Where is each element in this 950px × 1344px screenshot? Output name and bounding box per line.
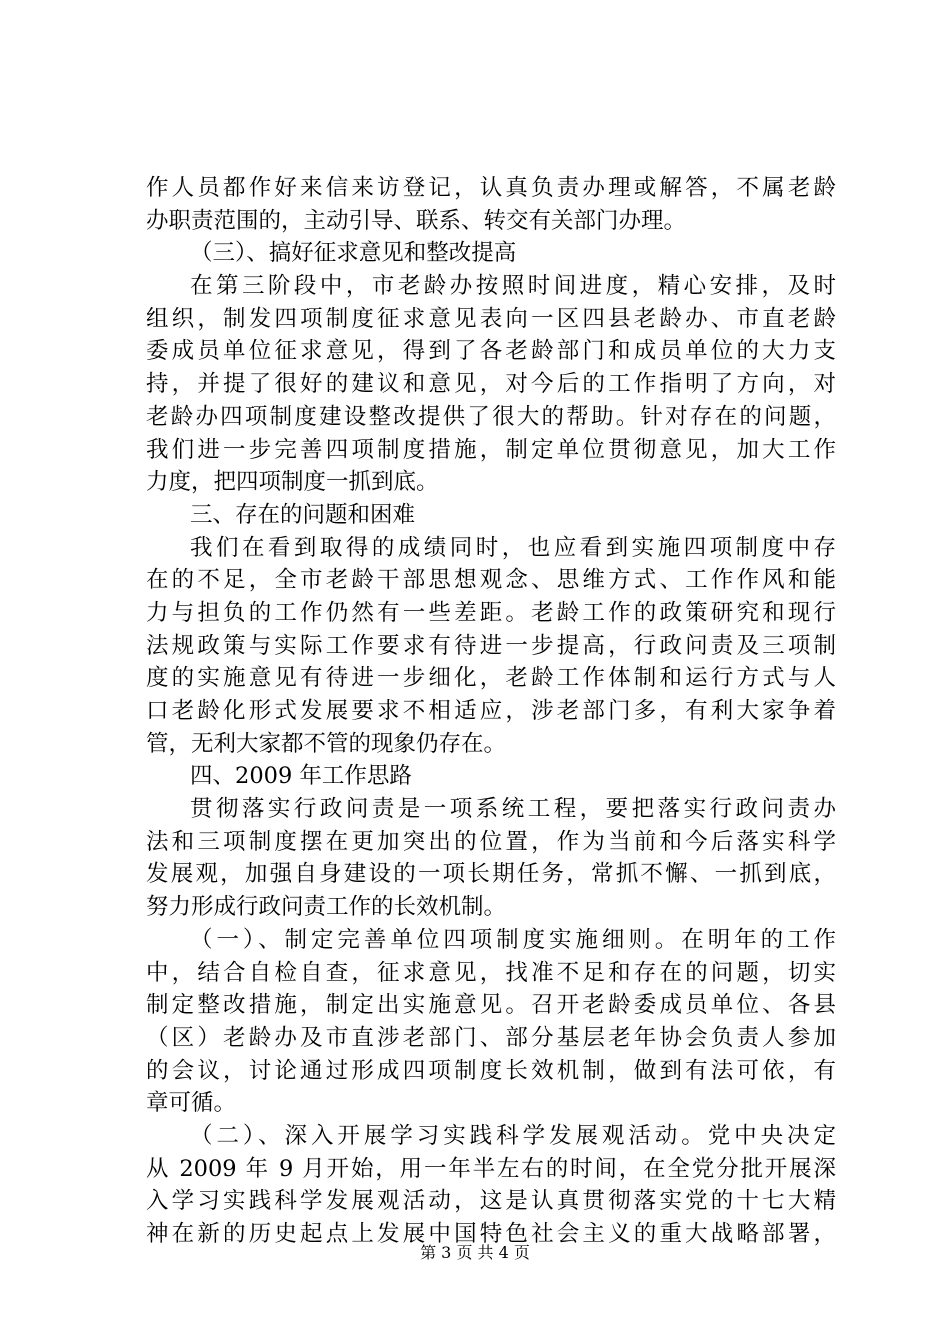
text-line: 发展观，加强自身建设的一项长期任务，常抓不懈、一抓到底，	[146, 861, 836, 888]
text-line: 制定整改措施，制定出实施意见。召开老龄委成员单位、各县	[146, 992, 836, 1019]
text-line: 管，无利大家都不管的现象仍存在。	[146, 730, 507, 757]
text-line: 四、2009 年工作思路	[190, 763, 412, 790]
text-line: 三、存在的问题和困难	[190, 501, 416, 528]
text-line: 在第三阶段中，市老龄办按照时间进度，精心安排，及时	[190, 273, 836, 300]
text-line: 的会议，讨论通过形成四项制度长效机制，做到有法可依，有	[146, 1057, 836, 1084]
text-line: 口老龄化形式发展要求不相适应，涉老部门多，有利大家争着	[146, 698, 836, 724]
text-line: 我们在看到取得的成绩同时，也应看到实施四项制度中存	[190, 534, 836, 561]
text-line: 入学习实践科学发展观活动，这是认真贯彻落实党的十七大精	[146, 1188, 836, 1215]
text-line: 我们进一步完善四项制度措施，制定单位贯彻意见，加大工作	[146, 436, 836, 463]
text-line: 作人员都作好来信来访登记，认真负责办理或解答，不属老龄	[146, 175, 836, 201]
text-line: 中，结合自检自查，征求意见，找准不足和存在的问题，切实	[146, 959, 836, 986]
text-line: 委成员单位征求意见，得到了各老龄部门和成员单位的大力支	[146, 338, 836, 365]
text-line: 办职责范围的，主动引导、联系、转交有关部门办理。	[146, 207, 687, 234]
text-line: 在的不足，全市老龄干部思想观念、思维方式、工作作风和能	[146, 567, 836, 594]
text-line: 章可循。	[146, 1090, 237, 1117]
text-line: 度的实施意见有待进一步细化，老龄工作体制和运行方式与人	[146, 665, 836, 692]
text-line: 从 2009 年 9 月开始，用一年半左右的时间，在全党分批开展深	[146, 1155, 836, 1182]
text-line: （二）、深入开展学习实践科学发展观活动。党中央决定	[190, 1122, 836, 1149]
text-line: 老龄办四项制度建设整改提供了很大的帮助。针对存在的问题，	[146, 403, 836, 430]
text-line: 法和三项制度摆在更加突出的位置，作为当前和今后落实科学	[146, 828, 836, 855]
document-body	[146, 172, 836, 1251]
text-line: （区）老龄办及市直涉老部门、部分基层老年协会负责人参加	[146, 1024, 836, 1051]
text-line: （三）、搞好征求意见和整改提高	[190, 240, 517, 267]
text-line: 持，并提了很好的建议和意见，对今后的工作指明了方向，对	[146, 371, 836, 398]
text-line: 努力形成行政问责工作的长效机制。	[146, 894, 507, 921]
text-line: （一）、制定完善单位四项制度实施细则。在明年的工作	[190, 926, 836, 953]
page-footer: 第 3 页 共 4 页	[420, 1243, 530, 1262]
text-line: 组织，制发四项制度征求意见表向一区四县老龄办、市直老龄	[146, 305, 836, 332]
text-line: 力度，把四项制度一抓到底。	[146, 469, 439, 496]
text-line: 力与担负的工作仍然有一些差距。老龄工作的政策研究和现行	[146, 599, 836, 626]
text-line: 神在新的历史起点上发展中国特色社会主义的重大战略部署，	[146, 1221, 836, 1247]
text-line: 法规政策与实际工作要求有待进一步提高，行政问责及三项制	[146, 632, 836, 659]
text-line: 贯彻落实行政问责是一项系统工程，要把落实行政问责办	[190, 796, 836, 823]
